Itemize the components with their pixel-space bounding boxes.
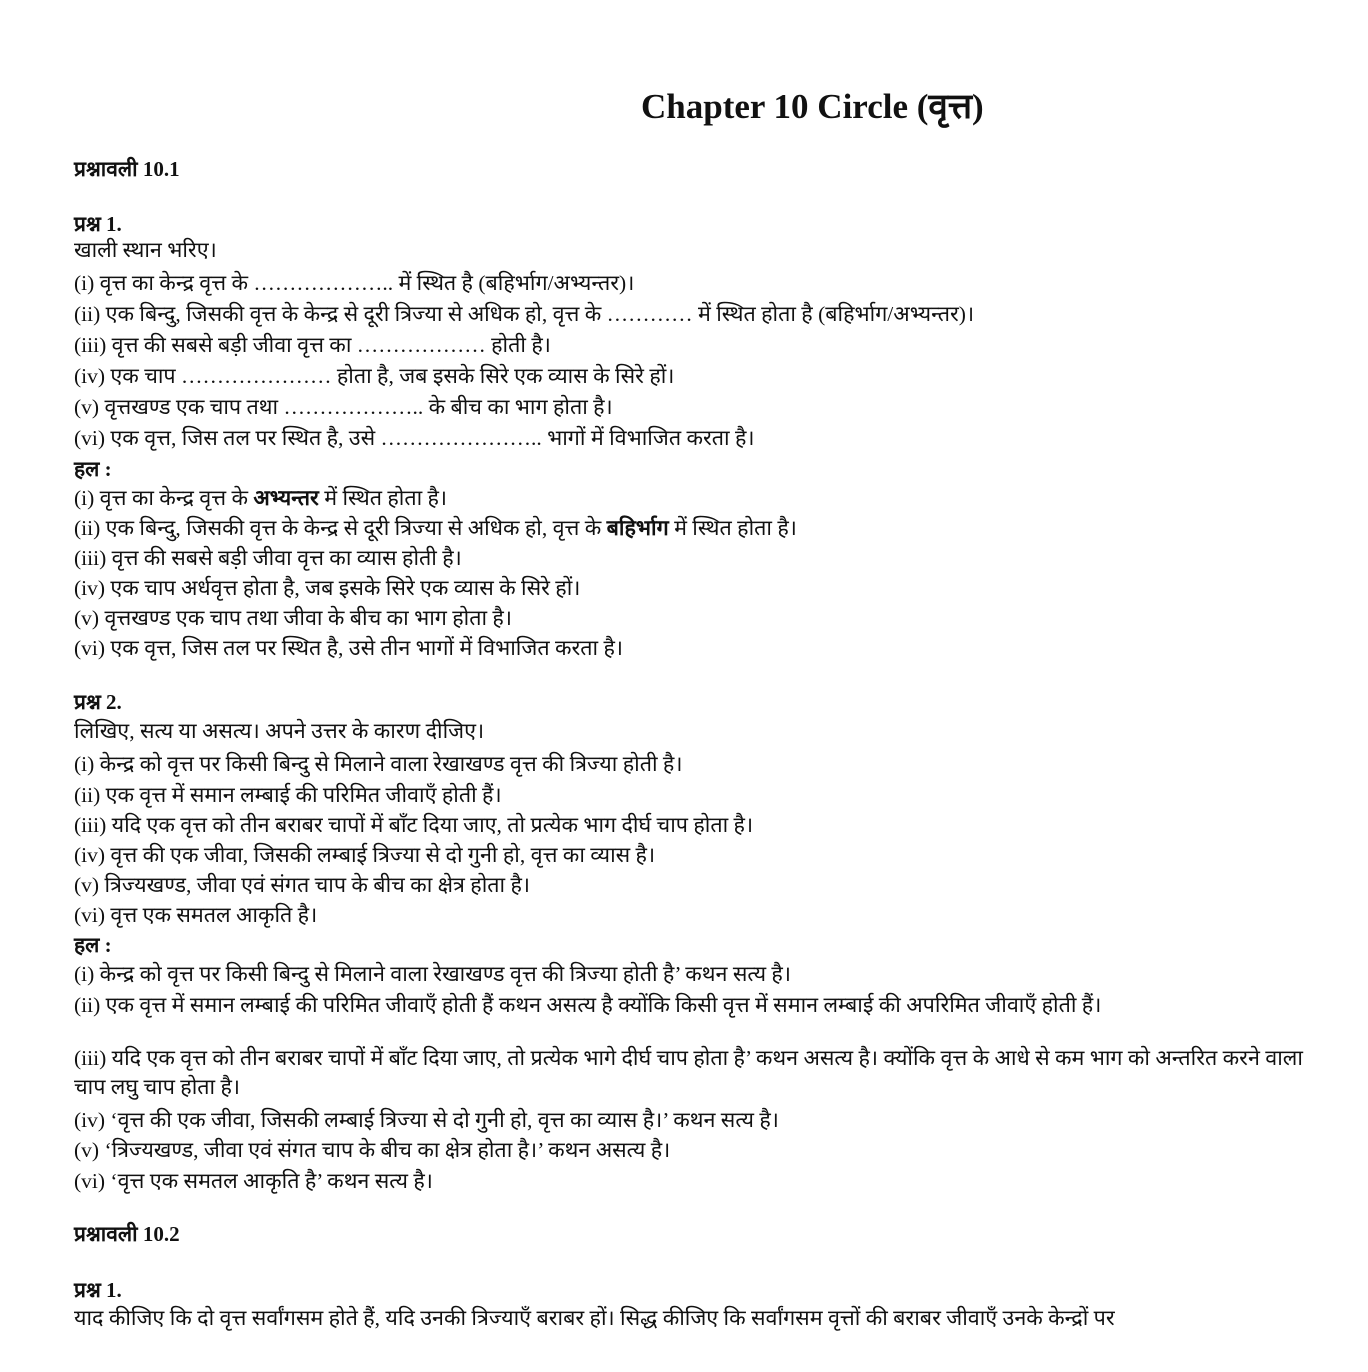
solution-item: (vi) एक वृत्त, जिस तल पर स्थित है, उसे तीन भागों में विभाजित करता है। [74, 636, 624, 660]
question-item: (i) केन्द्र को वृत्त पर किसी बिन्दु से मिलाने वाला रेखाखण्ड वृत्त की त्रिज्या होती है। [74, 752, 683, 776]
solution-item [74, 513, 797, 542]
solution-label: हल : [74, 457, 112, 481]
solution-label: हल : [74, 933, 112, 957]
question-label: प्रश्न 2. [74, 690, 122, 714]
question-item: (ii) एक वृत्त में समान लम्बाई की परिमित जीवाएँ होती हैं। [74, 783, 502, 807]
question-item: (iii) वृत्त की सबसे बड़ी जीवा वृत्त का ……………… होती है। [74, 333, 551, 357]
solution-item: (vi) ‘वृत्त एक समतल आकृति है’ कथन सत्य है। [74, 1169, 433, 1193]
solution-item: (iv) एक चाप अर्धवृत्त होता है, जब इसके सिरे एक व्यास के सिरे हों। [74, 576, 581, 600]
solution-item: (v) वृत्तखण्ड एक चाप तथा जीवा के बीच का भाग होता है। [74, 606, 513, 630]
solution-text: में स्थित होता है। [668, 516, 797, 540]
solution-text: में स्थित होता है। [318, 486, 448, 510]
solution-item: (ii) एक वृत्त में समान लम्बाई की परिमित जीवाएँ होती हैं कथन असत्य है क्योंकि किसी वृत्त में समान लम्बाई की अपरिमित जीवाएँ होती हैं। [74, 993, 1102, 1017]
solution-item: (i) केन्द्र को वृत्त पर किसी बिन्दु से मिलाने वाला रेखाखण्ड वृत्त की त्रिज्या होती है’ कथन सत्य है। [74, 962, 791, 986]
question-item: (v) वृत्तखण्ड एक चाप तथा ……………….. के बीच का भाग होता है। [74, 395, 613, 419]
question-prompt: लिखिए, सत्य या असत्य। अपने उत्तर के कारण दीजिए। [74, 719, 485, 743]
solution-text: (i) वृत्त का केन्द्र वृत्त के [74, 486, 254, 510]
question-item: (iv) एक चाप ………………… होता है, जब इसके सिरे एक व्यास के सिरे हों। [74, 364, 675, 388]
question-item: (iii) यदि एक वृत्त को तीन बराबर चापों में बाँट दिया जाए, तो प्रत्येक भाग दीर्घ चाप होता है। [74, 813, 754, 837]
solution-item [74, 483, 447, 512]
section-heading-10-1: प्रश्नावली 10.1 [74, 157, 180, 181]
solution-item: (iii) यदि एक वृत्त को तीन बराबर चापों में बाँट दिया जाए, तो प्रत्येक भागे दीर्घ चाप होता है’ कथन असत्य है। क्योंकि वृत्त के आधे से कम भाग को अन्तरित करने वाला चाप लघु चाप होता है। [74, 1046, 1303, 1099]
question-item: (ii) एक बिन्दु, जिसकी वृत्त के केन्द्र से दूरी त्रिज्या से अधिक हो, वृत्त के ………… में स्थित होता है (बहिर्भाग/अभ्यन्तर)। [74, 302, 975, 326]
question-prompt: खाली स्थान भरिए। [74, 238, 217, 262]
page-title: Chapter 10 Circle (वृत्त) [641, 87, 984, 126]
section-heading-10-2: प्रश्नावली 10.2 [74, 1222, 180, 1246]
solution-answer: बहिर्भाग [606, 516, 669, 540]
question-item: (v) त्रिज्यखण्ड, जीवा एवं संगत चाप के बीच का क्षेत्र होता है। [74, 873, 531, 897]
solution-text: (ii) एक बिन्दु, जिसकी वृत्त के केन्द्र से दूरी त्रिज्या से अधिक हो, वृत्त के [74, 516, 607, 540]
solution-item: (iii) वृत्त की सबसे बड़ी जीवा वृत्त का व्यास होती है। [74, 546, 462, 570]
question-item: (i) वृत्त का केन्द्र वृत्त के ……………….. में स्थित है (बहिर्भाग/अभ्यन्तर)। [74, 271, 635, 295]
solution-answer: अभ्यन्तर [253, 486, 319, 510]
solution-item: (v) ‘त्रिज्यखण्ड, जीवा एवं संगत चाप के बीच का क्षेत्र होता है।’ कथन असत्य है। [74, 1138, 671, 1162]
question-label: प्रश्न 1. [74, 212, 122, 236]
question-item: (vi) वृत्त एक समतल आकृति है। [74, 903, 318, 927]
question-label: प्रश्न 1. [74, 1278, 122, 1302]
solution-item: (iv) ‘वृत्त की एक जीवा, जिसकी लम्बाई त्रिज्या से दो गुनी हो, वृत्त का व्यास है।’ कथन सत्य है। [74, 1108, 779, 1132]
question-prompt: याद कीजिए कि दो वृत्त सर्वांगसम होते हैं, यदि उनकी त्रिज्याएँ बराबर हों। सिद्ध कीजिए कि सर्वांगसम वृत्तों की बराबर जीवाएँ उनके केन्द्रों पर [74, 1306, 1115, 1330]
question-item: (iv) वृत्त की एक जीवा, जिसकी लम्बाई त्रिज्या से दो गुनी हो, वृत्त का व्यास है। [74, 843, 656, 867]
question-item: (vi) एक वृत्त, जिस तल पर स्थित है, उसे ………………….. भागों में विभाजित करता है। [74, 426, 755, 450]
